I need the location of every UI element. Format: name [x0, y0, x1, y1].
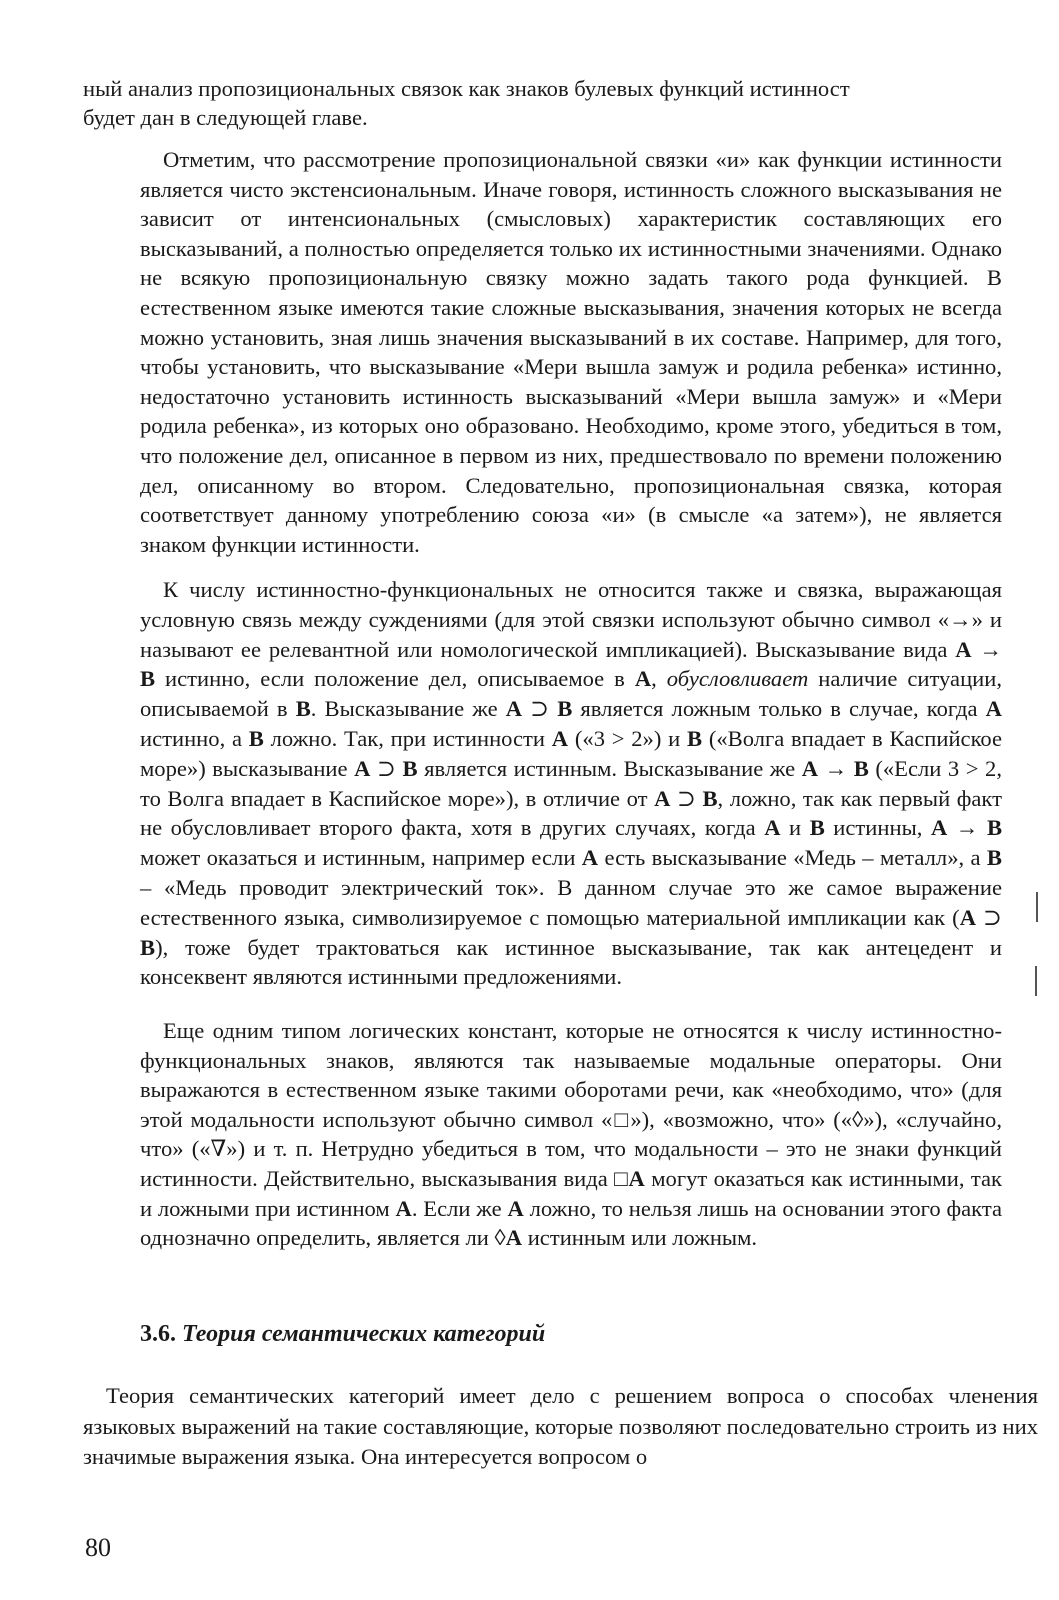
page-number: 80: [85, 1533, 111, 1562]
section-number: 3.6.: [140, 1321, 182, 1347]
margin-mark-2: [1035, 966, 1037, 996]
emphasis-term: обусловливает: [666, 666, 809, 692]
continuation-text: [83, 74, 1043, 133]
section-heading: [140, 1318, 545, 1350]
paragraph-extensionality: Отметим, что рассмотрение пропозициональной связки «и» как функции истинности является чисто экстенсиональным. Иначе говоря, истинность сложного высказывания не зависит от интенсиональных (смысловых) характеристик составляющих его высказываний, а полностью определяется только их истинностными значениями. Однако не всякую пропозициональную связку можно задать такого рода функцией. В естественном языке имеются такие сложные высказывания, значения которых не всегда можно установить, зная лишь значения высказываний в их составе. Например, для того, чтобы установить, что высказывание «Мери вышла замуж и родила ребенка» истинно, недостаточно установить истинность высказываний «Мери вышла замуж» и «Мери родила ребенка», из которых оно образовано. Необходимо, кроме этого, убедиться в том, что положение дел, описанное в первом из них, предшествовало по времени положению дел, описанному во втором. Следовательно, пропозициональная связка, которая соответствует данному употреблению союза «и» (в смысле «а затем»), не является знаком функции истинности.: [140, 147, 1002, 557]
paragraph-semantic-categories: Теория семантических категорий имеет дело с решением вопроса о способах членения языковых выражений на такие составляющие, которые позволяют последовательно строить из них значимые выражения языка. Она интересуется вопросом о: [83, 1383, 1038, 1469]
margin-mark-1: [1036, 892, 1038, 922]
continuation-line-1: ный анализ пропозициональных связок как знаков булевых функций истинност: [83, 76, 850, 101]
paragraph-modal-operators: Еще одним типом логических констант, которые не относятся к числу истинностно-функциональных знаков, являются так называемые модальные операторы. Они выражаются в естественном языке такими оборотами речи, как «необходимо, что» (для этой модальности используют обычно символ «□»), «возможно, что» («◊»), «случайно, что» («∇») и т. п. Нетрудно убедиться в том, что модальности – это не знаки функций истинности. Действительно, высказывания вида □A могут оказаться как истинными, так и ложными при истинном A. Если же A ложно, то нельзя лишь на основании этого факта однозначно определить, является ли ◊A истинным или ложным.: [140, 1018, 1003, 1251]
paragraph-relevant-implication: К числу истинностно-функциональных не относится также и связка, выражающая условную связь между суждениями (для этой связки используют обычно символ «→» и называют ее релевантной или номологической импликацией). Высказывание вида A → B истинно, если положение дел, описываемое в A, обусловливает наличие ситуации, описываемой в B. Высказывание же A ⊃ B является ложным только в случае, когда A истинно, а B ложно. Так, при истинности A («3 > 2») и B («Волга впадает в Каспийское море») высказывание A ⊃ B является истинным. Высказывание же A → B («Если 3 > 2, то Волга впадает в Каспийское море»), в отличие от A ⊃ B, ложно, так как первый факт не обусловливает второго факта, хотя в других случаях, когда A и B истинны, A → B может оказаться и истинным, например если A есть высказывание «Медь – металл», а B – «Медь проводит электрический ток». В данном случае это же самое выражение естественного языка, символизируемое с помощью материальной импликации как (A ⊃ B), тоже будет трактоваться как истинное высказывание, так как антецедент и консеквент являются истинными предложениями.: [140, 577, 1003, 990]
continuation-line-2: будет дан в следующей главе.: [83, 105, 368, 131]
section-title: Теория семантических категорий: [182, 1321, 546, 1347]
